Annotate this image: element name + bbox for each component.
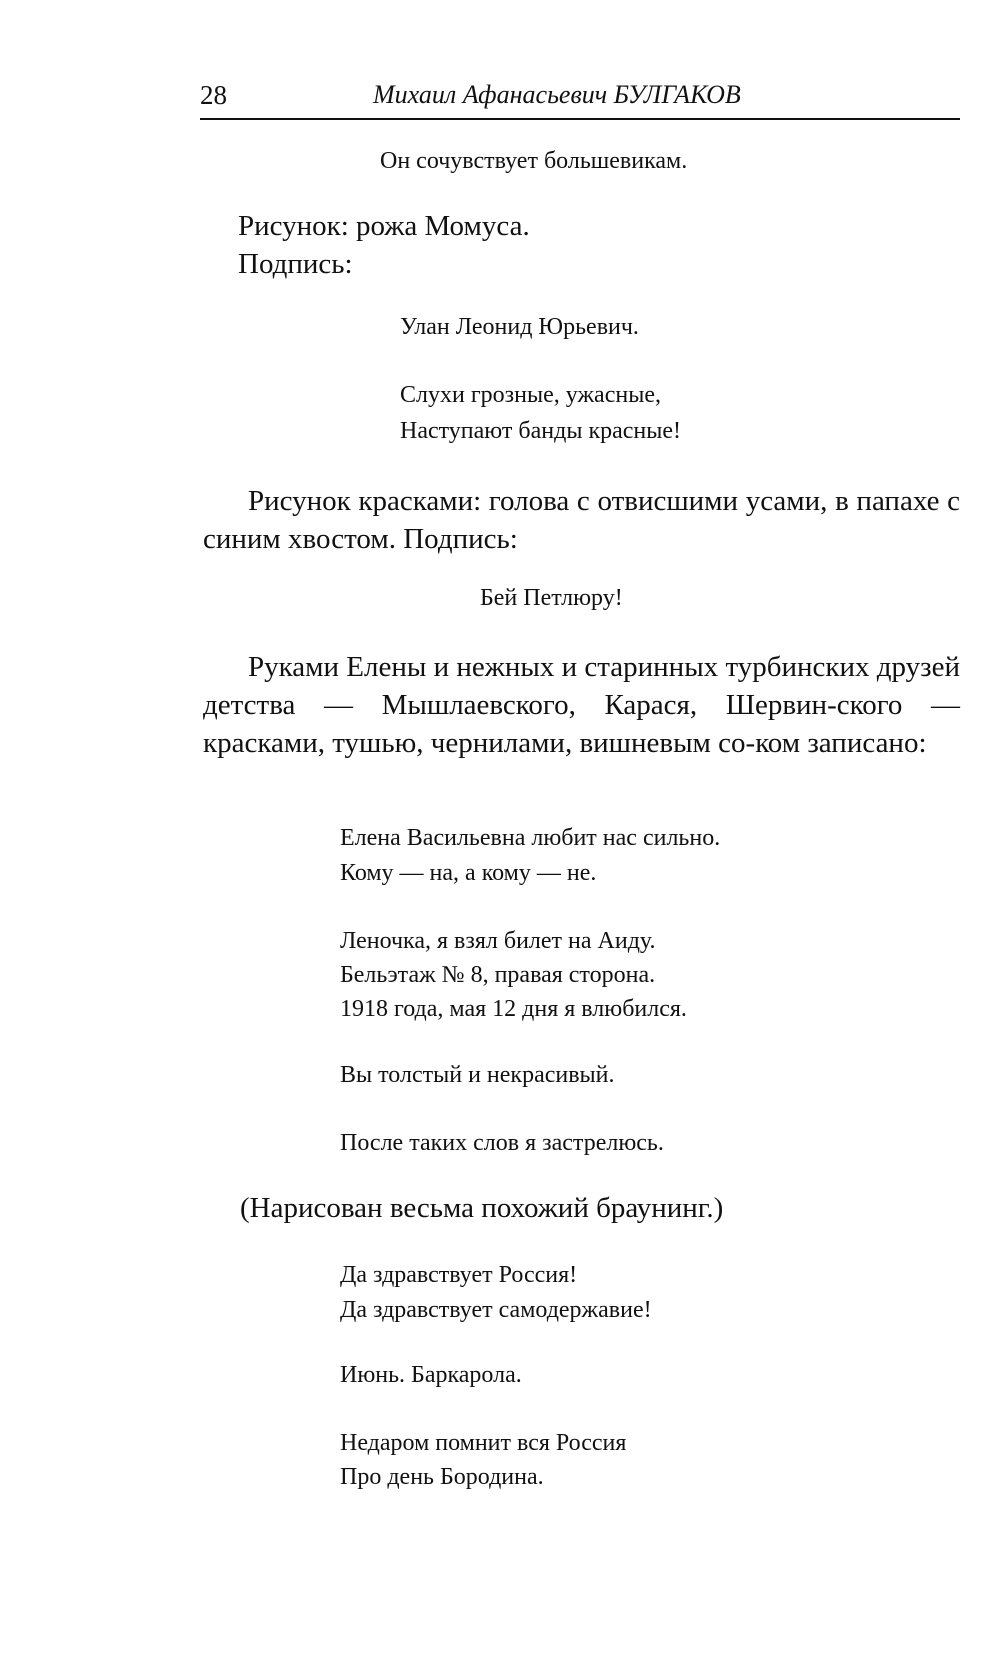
text-line: (Нарисован весьма похожий браунинг.) bbox=[240, 1192, 724, 1224]
verse-line: Он сочувствует большевикам. bbox=[380, 148, 688, 174]
verse-line: После таких слов я застрелюсь. bbox=[340, 1130, 664, 1156]
verse-line: Елена Васильевна любит нас сильно. bbox=[340, 825, 721, 851]
verse-line: Бельэтаж № 8, правая сторона. bbox=[340, 962, 656, 988]
verse-line: Недаром помнит вся Россия bbox=[340, 1430, 627, 1456]
verse-line: Улан Леонид Юрьевич. bbox=[400, 314, 639, 340]
text-line: Рисунок: рожа Момуса. bbox=[238, 210, 530, 242]
verse-line: Да здравствует самодержавие! bbox=[340, 1297, 652, 1323]
verse-line: Леночка, я взял билет на Аиду. bbox=[340, 928, 656, 954]
page-number: 28 bbox=[200, 80, 227, 110]
verse-line: Июнь. Баркарола. bbox=[340, 1362, 522, 1388]
paragraph: Руками Елены и нежных и старинных турбинских друзей детства — Мышлаевского, Карася, Шервин-ского — красками, тушью, чернилами, вишневым со-ком записано: bbox=[203, 651, 960, 759]
verse-line: Наступают банды красные! bbox=[400, 418, 682, 444]
verse-line: Бей Петлюру! bbox=[480, 585, 623, 611]
verse-line: Вы толстый и некрасивый. bbox=[340, 1062, 615, 1088]
running-title: Михаил Афанасьевич БУЛГАКОВ bbox=[373, 80, 741, 109]
page-header bbox=[200, 78, 960, 120]
verse-line: Кому — на, а кому — не. bbox=[340, 860, 597, 886]
verse-line: Про день Бородина. bbox=[340, 1464, 544, 1490]
verse-line: Слухи грозные, ужасные, bbox=[400, 382, 661, 408]
text-line: Подпись: bbox=[238, 248, 353, 280]
paragraph: Рисунок красками: голова с отвисшими усами, в папахе с синим хвостом. Подпись: bbox=[203, 485, 960, 555]
verse-line: Да здравствует Россия! bbox=[340, 1262, 578, 1288]
verse-line: 1918 года, мая 12 дня я влюбился. bbox=[340, 996, 687, 1022]
